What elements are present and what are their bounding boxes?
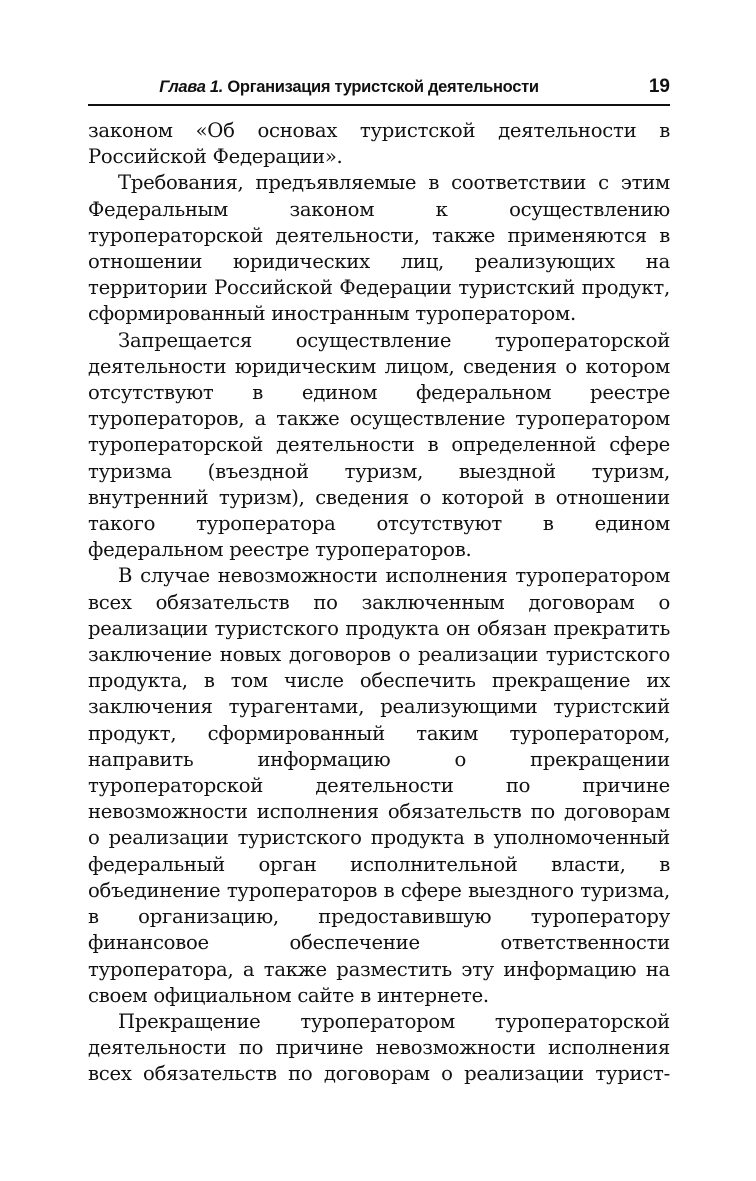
chapter-title: Организация туристской деятельности — [227, 78, 539, 96]
chapter-label: Глава 1. — [159, 78, 224, 96]
page-number: 19 — [648, 76, 670, 97]
paragraph: Запрещается осуществление туроператорской деятельности юридическим лицом, сведения о котором отсутствуют в едином федеральном реестре туроператоров, а также осуществление туроператором туроператорской деятельности в определенной сфере туризма (въездной туризм, выездной туризм, внутренний туризм), сведения о которой в отношении такого туроператора отсутствуют в едином федеральном реестре туроператоров. — [88, 328, 670, 562]
paragraph: законом «Об основах туристской деятельности в Российской Федерации». — [88, 119, 670, 169]
running-header — [88, 74, 670, 106]
paragraph: В случае невозможности исполнения туроператором всех обязательств по заключенным договорам о реализации туристского продукта он обязан прекратить заключение новых договоров о реализации туристского продукта, в том числе обеспечить прекращение их заключения турагентами, реализующими туристский продукт, сформированный таким туроператором, направить информацию о прекращении туроператорской деятельности по причине невозможности исполнения обязательств по договорам о реализации туристского продукта в уполномоченный федеральный орган исполнительной власти, в объединение туроператоров в сфере выездного туризма, в организацию, предоставившую туроператору финансовое обеспечение ответственности туроператора, а также разместить эту информацию на своем официальном сайте в интернете. — [88, 564, 670, 1007]
paragraph: Прекращение туроператором туроператорской деятельности по причине невозможности исполнения всех обязательств по договорам о реализации турист- — [88, 1009, 670, 1086]
body-text — [88, 118, 670, 1088]
paragraph: Требования, предъявляемые в соответствии с этим Федеральным законом к осуществлению туроператорской деятельности, также применяются в отношении юридических лиц, реализующих на территории Российской Федерации туристский продукт, сформированный иностранным туроператором. — [88, 171, 670, 326]
running-title — [88, 78, 610, 97]
